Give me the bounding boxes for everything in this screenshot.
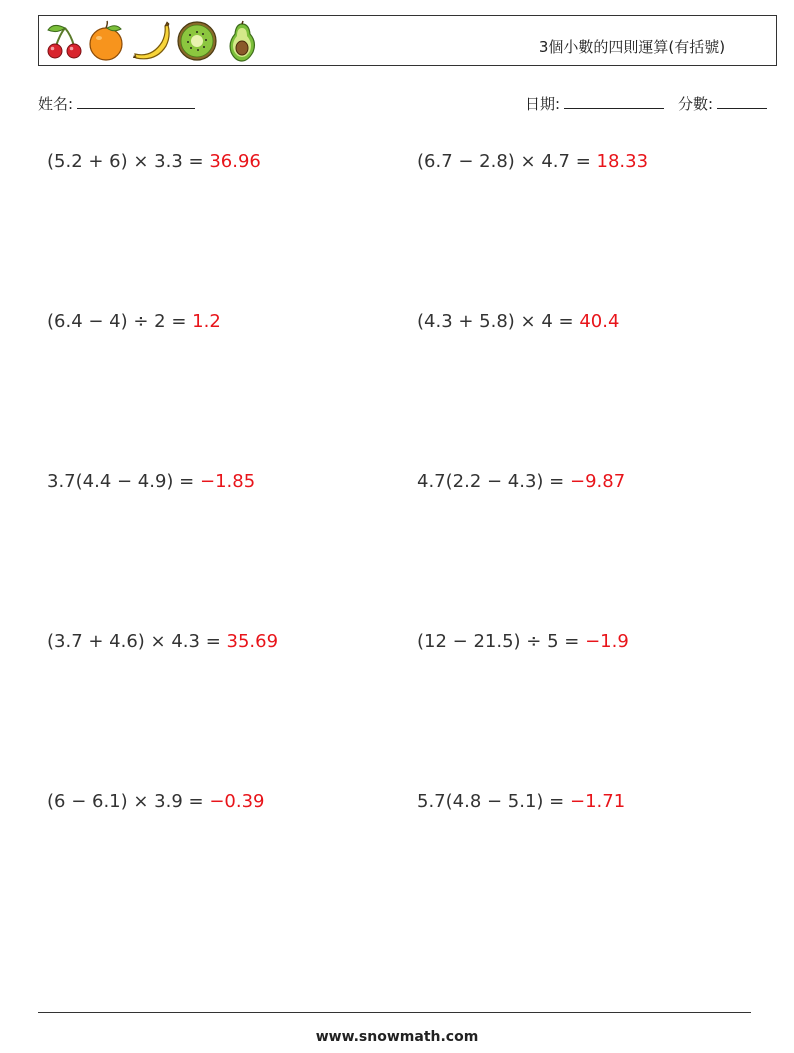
cherries-icon: [43, 20, 85, 62]
problem-expression: 4.7(2.2 − 4.3) =: [417, 471, 570, 492]
problem-expression: (3.7 + 4.6) × 4.3 =: [47, 631, 227, 652]
problem-3: [47, 311, 221, 332]
name-label: 姓名:: [38, 95, 74, 113]
problem-5: [47, 471, 255, 492]
worksheet-title: 3個小數的四則運算(有括號): [538, 38, 726, 56]
problem-answer: −0.39: [209, 791, 265, 812]
score-blank[interactable]: [717, 94, 767, 109]
name-blank[interactable]: [77, 94, 195, 109]
problem-expression: (6.4 − 4) ÷ 2 =: [47, 311, 193, 332]
worksheet-header: [38, 15, 777, 66]
name-field: [38, 93, 195, 114]
problem-expression: 5.7(4.8 − 5.1) =: [417, 791, 570, 812]
problem-expression: 3.7(4.4 − 4.9) =: [47, 471, 200, 492]
score-label: 分數:: [678, 95, 714, 113]
problem-answer: 36.96: [209, 151, 261, 172]
problem-answer: 1.2: [192, 311, 221, 332]
problem-expression: (12 − 21.5) ÷ 5 =: [417, 631, 586, 652]
problem-7: [47, 631, 278, 652]
problem-answer: −1.85: [199, 471, 256, 492]
problem-answer: −9.87: [569, 471, 626, 492]
problem-answer: 35.69: [226, 631, 279, 652]
problem-8: [417, 631, 629, 652]
kiwi-icon: [176, 20, 218, 62]
problem-4: [417, 311, 619, 332]
date-field: [525, 93, 664, 114]
date-label: 日期:: [525, 95, 561, 113]
problem-10: [417, 791, 625, 812]
avocado-icon: [221, 20, 263, 62]
problem-2: [417, 151, 648, 172]
problem-expression: (4.3 + 5.8) × 4 =: [417, 311, 580, 332]
date-blank[interactable]: [564, 94, 664, 109]
problem-6: [417, 471, 625, 492]
problem-expression: (6 − 6.1) × 3.9 =: [47, 791, 210, 812]
problem-1: [47, 151, 261, 172]
footer-divider: [38, 1012, 751, 1013]
problem-answer: −1.71: [569, 791, 626, 812]
score-field: [678, 93, 767, 114]
footer-url[interactable]: www.snowmath.com: [315, 1029, 479, 1045]
problem-expression: (5.2 + 6) × 3.3 =: [47, 151, 210, 172]
problem-answer: 40.4: [579, 311, 620, 332]
problem-answer: 18.33: [596, 151, 649, 172]
problem-expression: (6.7 − 2.8) × 4.7 =: [417, 151, 597, 172]
orange-icon: [85, 20, 127, 62]
problem-answer: −1.9: [585, 631, 629, 652]
banana-icon: [130, 20, 172, 62]
problem-9: [47, 791, 265, 812]
